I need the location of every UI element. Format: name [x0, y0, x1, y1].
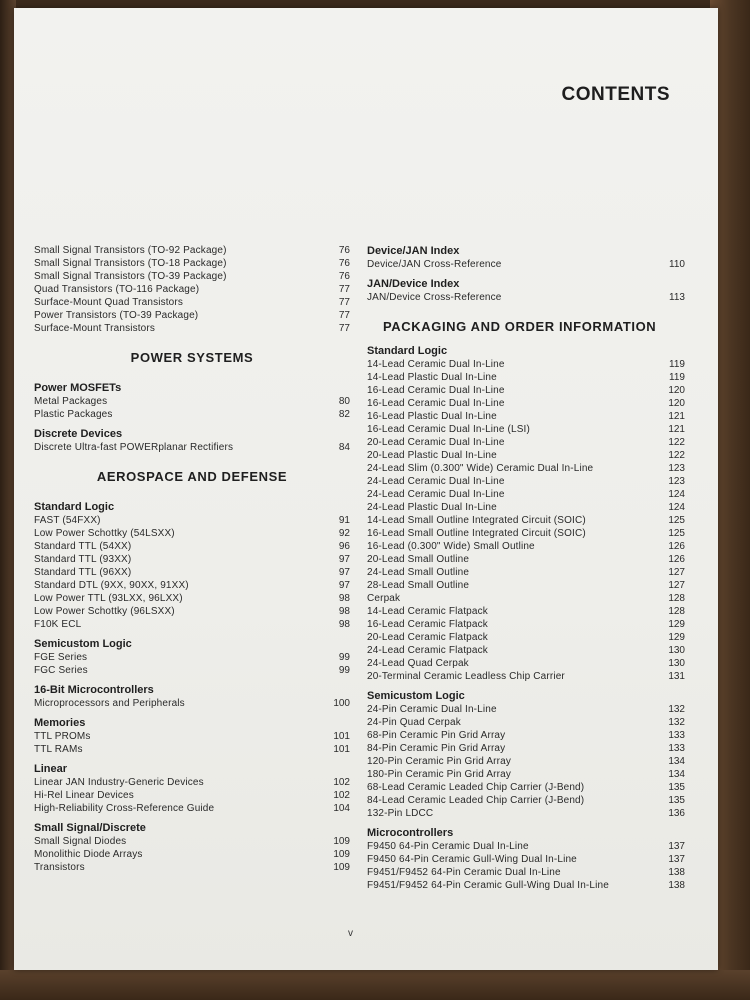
toc-entry-label: Hi-Rel Linear Devices — [34, 790, 134, 801]
jan-device-list — [367, 291, 685, 304]
toc-entry — [367, 449, 685, 462]
toc-entry — [367, 410, 685, 423]
toc-entry-page: 119 — [669, 372, 685, 383]
toc-entry-label: 20-Lead Ceramic Dual In-Line — [367, 437, 505, 448]
toc-entry-label: 24-Pin Ceramic Dual In-Line — [367, 704, 497, 715]
toc-entry-page: 131 — [668, 671, 685, 682]
toc-entry-label: 24-Lead Small Outline — [367, 567, 470, 578]
toc-entry-page: 113 — [669, 292, 685, 303]
page-folio: v — [348, 928, 353, 939]
toc-entry-page: 119 — [669, 359, 685, 370]
toc-entry-page: 77 — [338, 284, 350, 295]
toc-entry — [367, 781, 685, 794]
toc-entry-label: Quad Transistors (TO-116 Package) — [34, 284, 200, 295]
toc-entry-label: Low Power TTL (93LXX, 96LXX) — [34, 593, 183, 604]
subheading-discrete-devices: Discrete Devices — [34, 428, 123, 440]
toc-entry — [34, 283, 350, 296]
toc-entry — [34, 395, 350, 408]
toc-entry — [34, 592, 350, 605]
toc-entry-page: 134 — [668, 769, 685, 780]
toc-entry-page: 129 — [668, 619, 685, 630]
subheading-standard-logic: Standard Logic — [34, 501, 115, 513]
toc-entry-page: 126 — [668, 554, 685, 565]
toc-entry-page: 128 — [668, 606, 685, 617]
toc-entry — [367, 853, 685, 866]
toc-entry — [367, 657, 685, 670]
toc-entry-label: 24-Lead Ceramic Flatpack — [367, 645, 488, 656]
toc-entry — [367, 514, 685, 527]
toc-entry-label: Device/JAN Cross-Reference — [367, 259, 502, 270]
memories-list — [34, 730, 350, 756]
toc-entry-page: 138 — [668, 867, 685, 878]
toc-entry-label: JAN/Device Cross-Reference — [367, 292, 502, 303]
toc-entry-label: 16-Lead Ceramic Dual In-Line (LSI) — [367, 424, 530, 435]
toc-entry-page: 76 — [338, 258, 350, 269]
toc-entry-label: 132-Pin LDCC — [367, 808, 434, 819]
subheading-power-mosfets: Power MOSFETs — [34, 382, 122, 394]
toc-entry — [367, 670, 685, 683]
toc-entry-label: 14-Lead Ceramic Dual In-Line — [367, 359, 505, 370]
section-heading-aerospace: AEROSPACE AND DEFENSE — [96, 469, 288, 484]
toc-entry-page: 120 — [668, 385, 685, 396]
toc-entry — [367, 879, 685, 892]
toc-entry-page: 98 — [338, 593, 350, 604]
toc-entry — [34, 322, 350, 335]
toc-entry-label: 20-Lead Ceramic Flatpack — [367, 632, 488, 643]
toc-entry — [367, 397, 685, 410]
toc-entry-label: 24-Lead Plastic Dual In-Line — [367, 502, 497, 513]
toc-entry-label: Monolithic Diode Arrays — [34, 849, 143, 860]
toc-entry-label: 16-Lead Ceramic Dual In-Line — [367, 398, 505, 409]
toc-entry-page: 77 — [338, 297, 350, 308]
toc-entry — [367, 436, 685, 449]
toc-entry-page: 124 — [668, 489, 685, 500]
toc-entry — [34, 296, 350, 309]
subheading-linear: Linear — [34, 763, 68, 775]
toc-entry — [34, 257, 350, 270]
toc-entry — [367, 258, 685, 271]
toc-entry-page: 121 — [668, 411, 685, 422]
subheading-jan-device-index: JAN/Device Index — [367, 278, 460, 290]
toc-entry-label: F10K ECL — [34, 619, 82, 630]
toc-entry-page: 97 — [338, 567, 350, 578]
toc-entry — [367, 540, 685, 553]
toc-entry — [34, 441, 350, 454]
toc-entry — [34, 540, 350, 553]
toc-entry-label: 68-Lead Ceramic Leaded Chip Carrier (J-Bend) — [367, 782, 585, 793]
toc-entry-page: 124 — [668, 502, 685, 513]
toc-entry — [34, 527, 350, 540]
toc-entry-label: 24-Pin Quad Cerpak — [367, 717, 461, 728]
toc-entry-label: Microprocessors and Peripherals — [34, 698, 185, 709]
toc-entry-label: Surface-Mount Transistors — [34, 323, 156, 334]
toc-entry — [367, 742, 685, 755]
toc-entry-label: 16-Lead (0.300" Wide) Small Outline — [367, 541, 535, 552]
toc-entry — [367, 794, 685, 807]
toc-entry-label: 20-Lead Plastic Dual In-Line — [367, 450, 497, 461]
toc-entry-label: 68-Pin Ceramic Pin Grid Array — [367, 730, 506, 741]
toc-entry — [367, 631, 685, 644]
toc-entry-page: 120 — [668, 398, 685, 409]
toc-entry — [367, 384, 685, 397]
toc-entry — [34, 566, 350, 579]
toc-entry-label: Small Signal Transistors (TO-92 Package) — [34, 245, 227, 256]
toc-entry-page: 101 — [333, 744, 350, 755]
left-column — [34, 244, 350, 874]
toc-entry-page: 121 — [668, 424, 685, 435]
toc-entry-label: 16-Lead Plastic Dual In-Line — [367, 411, 497, 422]
toc-entry-label: 16-Lead Ceramic Flatpack — [367, 619, 488, 630]
toc-entry — [34, 553, 350, 566]
toc-entry-label: F9450 64-Pin Ceramic Gull-Wing Dual In-Line — [367, 854, 577, 865]
toc-entry — [367, 807, 685, 820]
toc-entry — [367, 553, 685, 566]
toc-entry-label: Transistors — [34, 862, 85, 873]
toc-entry-label: F9451/F9452 64-Pin Ceramic Gull-Wing Dual In-Line — [367, 880, 609, 891]
discrete-devices-list — [34, 441, 350, 454]
toc-entry-label: 14-Lead Ceramic Flatpack — [367, 606, 488, 617]
toc-entry-page: 125 — [668, 528, 685, 539]
toc-entry-page: 80 — [338, 396, 350, 407]
toc-entry — [34, 408, 350, 421]
book-page — [14, 8, 718, 970]
subheading-pkg-microcontrollers: Microcontrollers — [367, 827, 454, 839]
toc-entry — [34, 730, 350, 743]
toc-entry-page: 97 — [338, 554, 350, 565]
toc-entry-page: 135 — [668, 795, 685, 806]
toc-entry — [367, 462, 685, 475]
page-title: CONTENTS — [561, 84, 670, 105]
toc-entry-page: 126 — [668, 541, 685, 552]
toc-entry — [34, 244, 350, 257]
toc-entry — [367, 605, 685, 618]
intro-list — [34, 244, 350, 335]
toc-entry — [367, 527, 685, 540]
toc-entry-label: 20-Lead Small Outline — [367, 554, 470, 565]
subheading-device-jan-index: Device/JAN Index — [367, 245, 460, 257]
toc-entry — [367, 358, 685, 371]
toc-entry-page: 76 — [338, 271, 350, 282]
semicustom-logic-list — [34, 651, 350, 677]
toc-entry-page: 82 — [338, 409, 350, 420]
wood-background-bottom — [0, 970, 750, 1000]
subheading-small-signal-discrete: Small Signal/Discrete — [34, 822, 146, 834]
toc-entry-page: 127 — [668, 580, 685, 591]
toc-entry-page: 133 — [668, 743, 685, 754]
toc-entry-page: 122 — [668, 437, 685, 448]
toc-entry — [34, 848, 350, 861]
toc-entry-label: 14-Lead Plastic Dual In-Line — [367, 372, 497, 383]
toc-entry-label: Discrete Ultra-fast POWERplanar Rectifiers — [34, 442, 234, 453]
toc-entry-label: F9451/F9452 64-Pin Ceramic Dual In-Line — [367, 867, 561, 878]
toc-entry — [34, 664, 350, 677]
subheading-pkg-semicustom-logic: Semicustom Logic — [367, 690, 465, 702]
toc-entry-page: 130 — [668, 658, 685, 669]
power-mosfets-list — [34, 395, 350, 421]
toc-entry-page: 76 — [338, 245, 350, 256]
toc-entry-label: 24-Lead Slim (0.300" Wide) Ceramic Dual In-Line — [367, 463, 594, 474]
toc-entry-page: 99 — [338, 652, 350, 663]
toc-entry — [367, 371, 685, 384]
toc-entry-label: Standard DTL (9XX, 90XX, 91XX) — [34, 580, 189, 591]
toc-entry-page: 137 — [668, 854, 685, 865]
toc-entry-page: 102 — [333, 790, 350, 801]
toc-entry-label: Standard TTL (54XX) — [34, 541, 132, 552]
right-column — [367, 244, 685, 892]
toc-entry-label: High-Reliability Cross-Reference Guide — [34, 803, 215, 814]
toc-entry-label: 14-Lead Small Outline Integrated Circuit (SOIC) — [367, 515, 586, 526]
toc-entry — [367, 488, 685, 501]
toc-entry — [34, 618, 350, 631]
toc-entry-page: 84 — [338, 442, 350, 453]
toc-entry-page: 123 — [668, 463, 685, 474]
toc-entry-page: 133 — [668, 730, 685, 741]
toc-entry — [34, 776, 350, 789]
toc-entry-label: Surface-Mount Quad Transistors — [34, 297, 184, 308]
toc-entry-label: TTL RAMs — [34, 744, 83, 755]
toc-entry-page: 127 — [668, 567, 685, 578]
toc-entry-label: 24-Lead Quad Cerpak — [367, 658, 469, 669]
toc-entry — [34, 651, 350, 664]
toc-entry-page: 77 — [338, 310, 350, 321]
toc-entry-label: TTL PROMs — [34, 731, 91, 742]
section-heading-power-systems: POWER SYSTEMS — [130, 350, 254, 365]
small-signal-list — [34, 835, 350, 874]
toc-entry-label: FAST (54FXX) — [34, 515, 101, 526]
toc-entry-page: 109 — [333, 849, 350, 860]
toc-entry-page: 125 — [668, 515, 685, 526]
toc-entry-label: 120-Pin Ceramic Pin Grid Array — [367, 756, 511, 767]
toc-entry-label: 84-Lead Ceramic Leaded Chip Carrier (J-Bend) — [367, 795, 585, 806]
toc-entry-label: 20-Terminal Ceramic Leadless Chip Carrier — [367, 671, 565, 682]
toc-entry — [367, 866, 685, 879]
toc-entry — [367, 768, 685, 781]
toc-entry-page: 136 — [668, 808, 685, 819]
microcontrollers-16bit-list — [34, 697, 350, 710]
toc-entry-page: 129 — [668, 632, 685, 643]
toc-entry-label: Small Signal Transistors (TO-18 Package) — [34, 258, 227, 269]
toc-entry — [367, 729, 685, 742]
pkg-semicustom-logic-list — [367, 703, 685, 820]
toc-entry-page: 77 — [338, 323, 350, 334]
toc-entry-label: 24-Lead Ceramic Dual In-Line — [367, 476, 505, 487]
toc-entry-label: Low Power Schottky (96LSXX) — [34, 606, 175, 617]
toc-entry — [34, 270, 350, 283]
section-heading-packaging: PACKAGING AND ORDER INFORMATION — [383, 319, 657, 334]
toc-entry-label: Power Transistors (TO-39 Package) — [34, 310, 199, 321]
toc-entry — [34, 802, 350, 815]
toc-entry-page: 99 — [338, 665, 350, 676]
toc-entry — [34, 579, 350, 592]
toc-entry-page: 92 — [338, 528, 350, 539]
toc-entry-page: 134 — [668, 756, 685, 767]
toc-entry — [367, 423, 685, 436]
toc-entry-page: 91 — [338, 515, 350, 526]
toc-entry — [367, 475, 685, 488]
toc-entry-page: 109 — [333, 836, 350, 847]
toc-entry-label: 16-Lead Ceramic Dual In-Line — [367, 385, 505, 396]
toc-entry-label: Standard TTL (96XX) — [34, 567, 132, 578]
toc-entry — [367, 566, 685, 579]
toc-entry-label: Standard TTL (93XX) — [34, 554, 132, 565]
toc-entry-label: 24-Lead Ceramic Dual In-Line — [367, 489, 505, 500]
toc-entry — [34, 605, 350, 618]
toc-entry — [34, 697, 350, 710]
toc-entry — [367, 501, 685, 514]
toc-entry-label: Metal Packages — [34, 396, 108, 407]
subheading-pkg-standard-logic: Standard Logic — [367, 345, 448, 357]
toc-entry-label: FGE Series — [34, 652, 88, 663]
toc-entry — [34, 861, 350, 874]
pkg-standard-logic-list — [367, 358, 685, 683]
toc-entry-page: 132 — [668, 704, 685, 715]
toc-entry — [367, 840, 685, 853]
toc-entry-label: Small Signal Transistors (TO-39 Package) — [34, 271, 227, 282]
toc-entry-page: 101 — [333, 731, 350, 742]
toc-entry-page: 128 — [668, 593, 685, 604]
toc-entry-page: 130 — [668, 645, 685, 656]
toc-entry — [367, 592, 685, 605]
subheading-memories: Memories — [34, 717, 86, 729]
toc-entry-label: Linear JAN Industry-Generic Devices — [34, 777, 204, 788]
subheading-16bit-microcontrollers: 16-Bit Microcontrollers — [34, 684, 154, 696]
toc-entry — [367, 703, 685, 716]
toc-entry-page: 96 — [338, 541, 350, 552]
toc-entry-page: 110 — [669, 259, 685, 270]
toc-entry — [367, 579, 685, 592]
toc-entry-page: 109 — [333, 862, 350, 873]
linear-list — [34, 776, 350, 815]
toc-entry-label: Cerpak — [367, 593, 401, 604]
toc-entry-page: 135 — [668, 782, 685, 793]
toc-entry — [367, 755, 685, 768]
subheading-semicustom-logic: Semicustom Logic — [34, 638, 132, 650]
toc-entry-page: 123 — [668, 476, 685, 487]
toc-entry-page: 102 — [333, 777, 350, 788]
toc-entry — [367, 716, 685, 729]
toc-entry-label: F9450 64-Pin Ceramic Dual In-Line — [367, 841, 529, 852]
toc-entry-label: FGC Series — [34, 665, 88, 676]
toc-entry-label: Plastic Packages — [34, 409, 113, 420]
toc-entry-label: 16-Lead Small Outline Integrated Circuit (SOIC) — [367, 528, 586, 539]
toc-entry-page: 104 — [333, 803, 350, 814]
toc-entry — [34, 743, 350, 756]
toc-entry-page: 98 — [338, 619, 350, 630]
device-jan-list — [367, 258, 685, 271]
toc-entry-label: Low Power Schottky (54LSXX) — [34, 528, 175, 539]
toc-entry-label: Small Signal Diodes — [34, 836, 127, 847]
toc-entry — [34, 835, 350, 848]
toc-entry — [34, 309, 350, 322]
toc-entry — [367, 618, 685, 631]
toc-entry — [34, 514, 350, 527]
toc-entry-label: 84-Pin Ceramic Pin Grid Array — [367, 743, 506, 754]
toc-entry-label: 28-Lead Small Outline — [367, 580, 470, 591]
pkg-microcontrollers-list — [367, 840, 685, 892]
toc-entry-page: 98 — [338, 606, 350, 617]
toc-entry-page: 122 — [668, 450, 685, 461]
toc-entry — [34, 789, 350, 802]
standard-logic-list — [34, 514, 350, 631]
toc-entry — [367, 291, 685, 304]
toc-entry-page: 97 — [338, 580, 350, 591]
toc-entry-page: 138 — [668, 880, 685, 891]
toc-entry-page: 132 — [668, 717, 685, 728]
toc-entry-label: 180-Pin Ceramic Pin Grid Array — [367, 769, 511, 780]
toc-entry-page: 137 — [668, 841, 685, 852]
toc-entry-page: 100 — [333, 698, 350, 709]
toc-entry — [367, 644, 685, 657]
